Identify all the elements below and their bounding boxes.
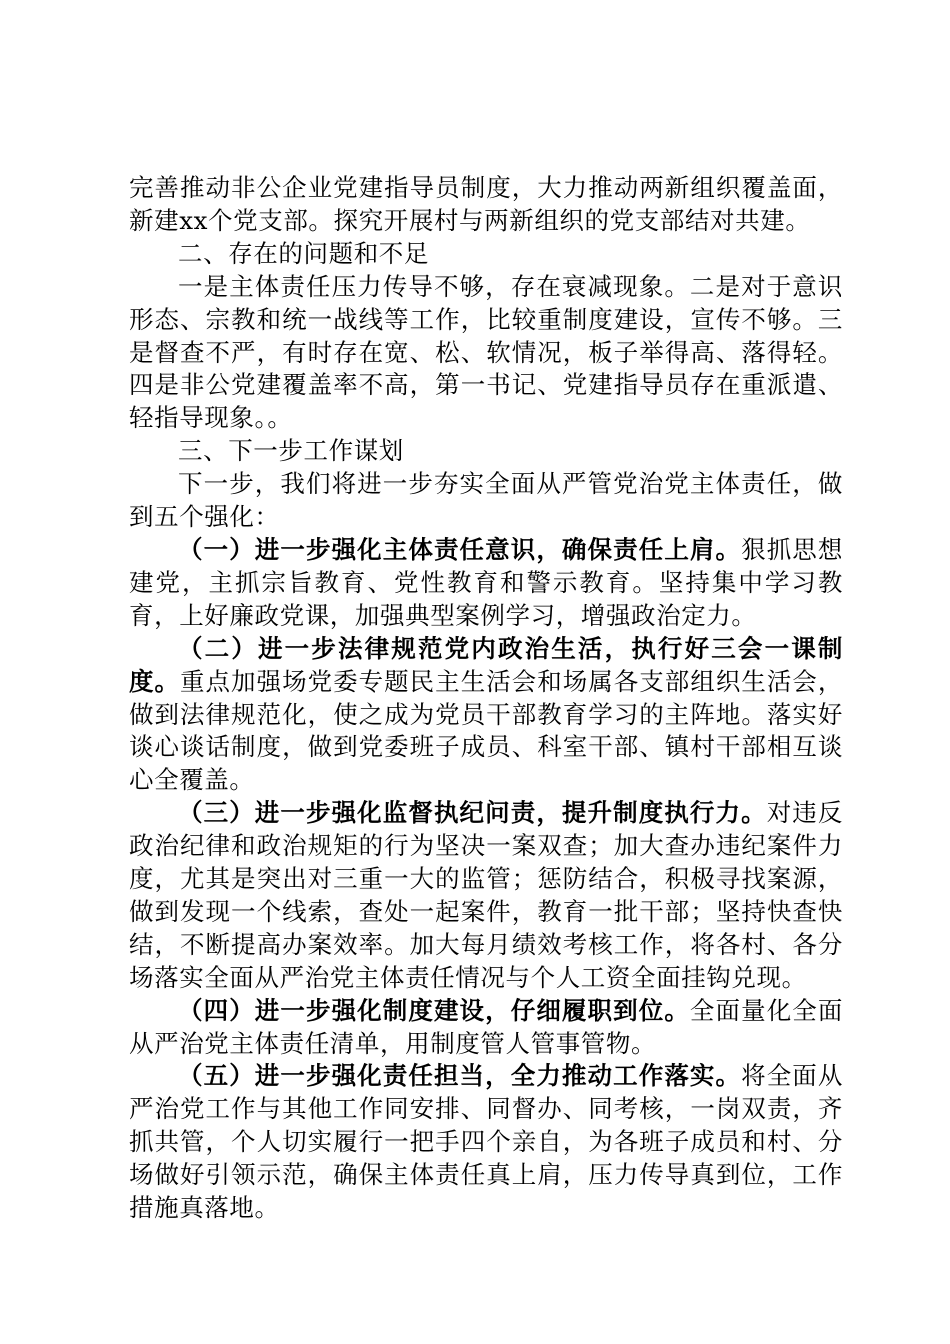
section-heading-problems: 二、存在的问题和不足: [178, 238, 429, 268]
plan-item-3: [129, 797, 843, 994]
problems-paragraph: 一是主体责任压力传导不够，存在衰减现象。二是对于意识形态、宗教和统一战线等工作，比较重制度建设，宣传不够。三是督查不严，有时存在宽、松、软情况，板子举得高、落得轻。四是非公党建覆盖率不高，第一书记、党建指导员存在重派遣、轻指导现象。。: [129, 271, 843, 433]
plan-item-5-text: 将全面从严治党工作与其他工作同安排、同督办、同考核，一岗双责，齐抓共管，个人切实履行一把手四个亲自，为各班子成员和村、分场做好引领示范，确保主体责任真上肩，压力传导真到位，工作措施真落地。: [129, 1061, 843, 1223]
plan-item-4-lead: （四）进一步强化制度建设，仔细履职到位。: [178, 995, 690, 1025]
plan-item-1: [129, 534, 843, 633]
plan-item-1-text: 狠抓思想建党，主抓宗旨教育、党性教育和警示教育。坚持集中学习教育，上好廉政党课，加强典型案例学习，增强政治定力。: [129, 534, 843, 630]
plan-item-3-lead: （三）进一步强化监督执纪问责，提升制度执行力。: [178, 798, 767, 828]
plan-item-2-text: 重点加强场党委专题民主生活会和场属各支部组织生活会，做到法律规范化，使之成为党员干部教育学习的主阵地。落实好谈心谈话制度，做到党委班子成员、科室干部、镇村干部相互谈心全覆盖。: [129, 666, 843, 795]
plan-item-1-lead: （一）进一步强化主体责任意识，确保责任上肩。: [178, 534, 742, 564]
document-page: [129, 172, 843, 1225]
plan-item-5-lead: （五）进一步强化责任担当，全力推动工作落实。: [178, 1061, 742, 1091]
plan-paragraph: 下一步，我们将进一步夯实全面从严管党治党主体责任，做到五个强化：: [129, 469, 843, 532]
plan-item-3-text: 对违反政治纪律和政治规矩的行为坚决一案双查；加大查办违纪案件力度，尤其是突出对三重一大的监管；惩防结合，积极寻找案源，做到发现一个线索，查处一起案件，教育一批干部；坚持快查快结，不断提高办案效率。加大每月绩效考核工作，将各村、各分场落实全面从严治党主体责任情况与个人工资全面挂钩兑现。: [129, 798, 843, 992]
plan-item-4-text: 全面量化全面从严治党主体责任清单，用制度管人管事管物。: [129, 995, 843, 1058]
plan-item-2: [129, 633, 843, 798]
plan-item-4: [129, 995, 843, 1061]
intro-paragraph: 完善推动非公企业党建指导员制度，大力推动两新组织覆盖面，新建xx个党支部。探究开展村与两新组织的党支部结对共建。: [129, 173, 843, 235]
plan-item-2-lead: （二）进一步法律规范党内政治生活，执行好三会一课制度。: [129, 633, 843, 696]
plan-item-5: [129, 1060, 843, 1225]
section-heading-plan: 三、下一步工作谋划: [178, 436, 404, 466]
